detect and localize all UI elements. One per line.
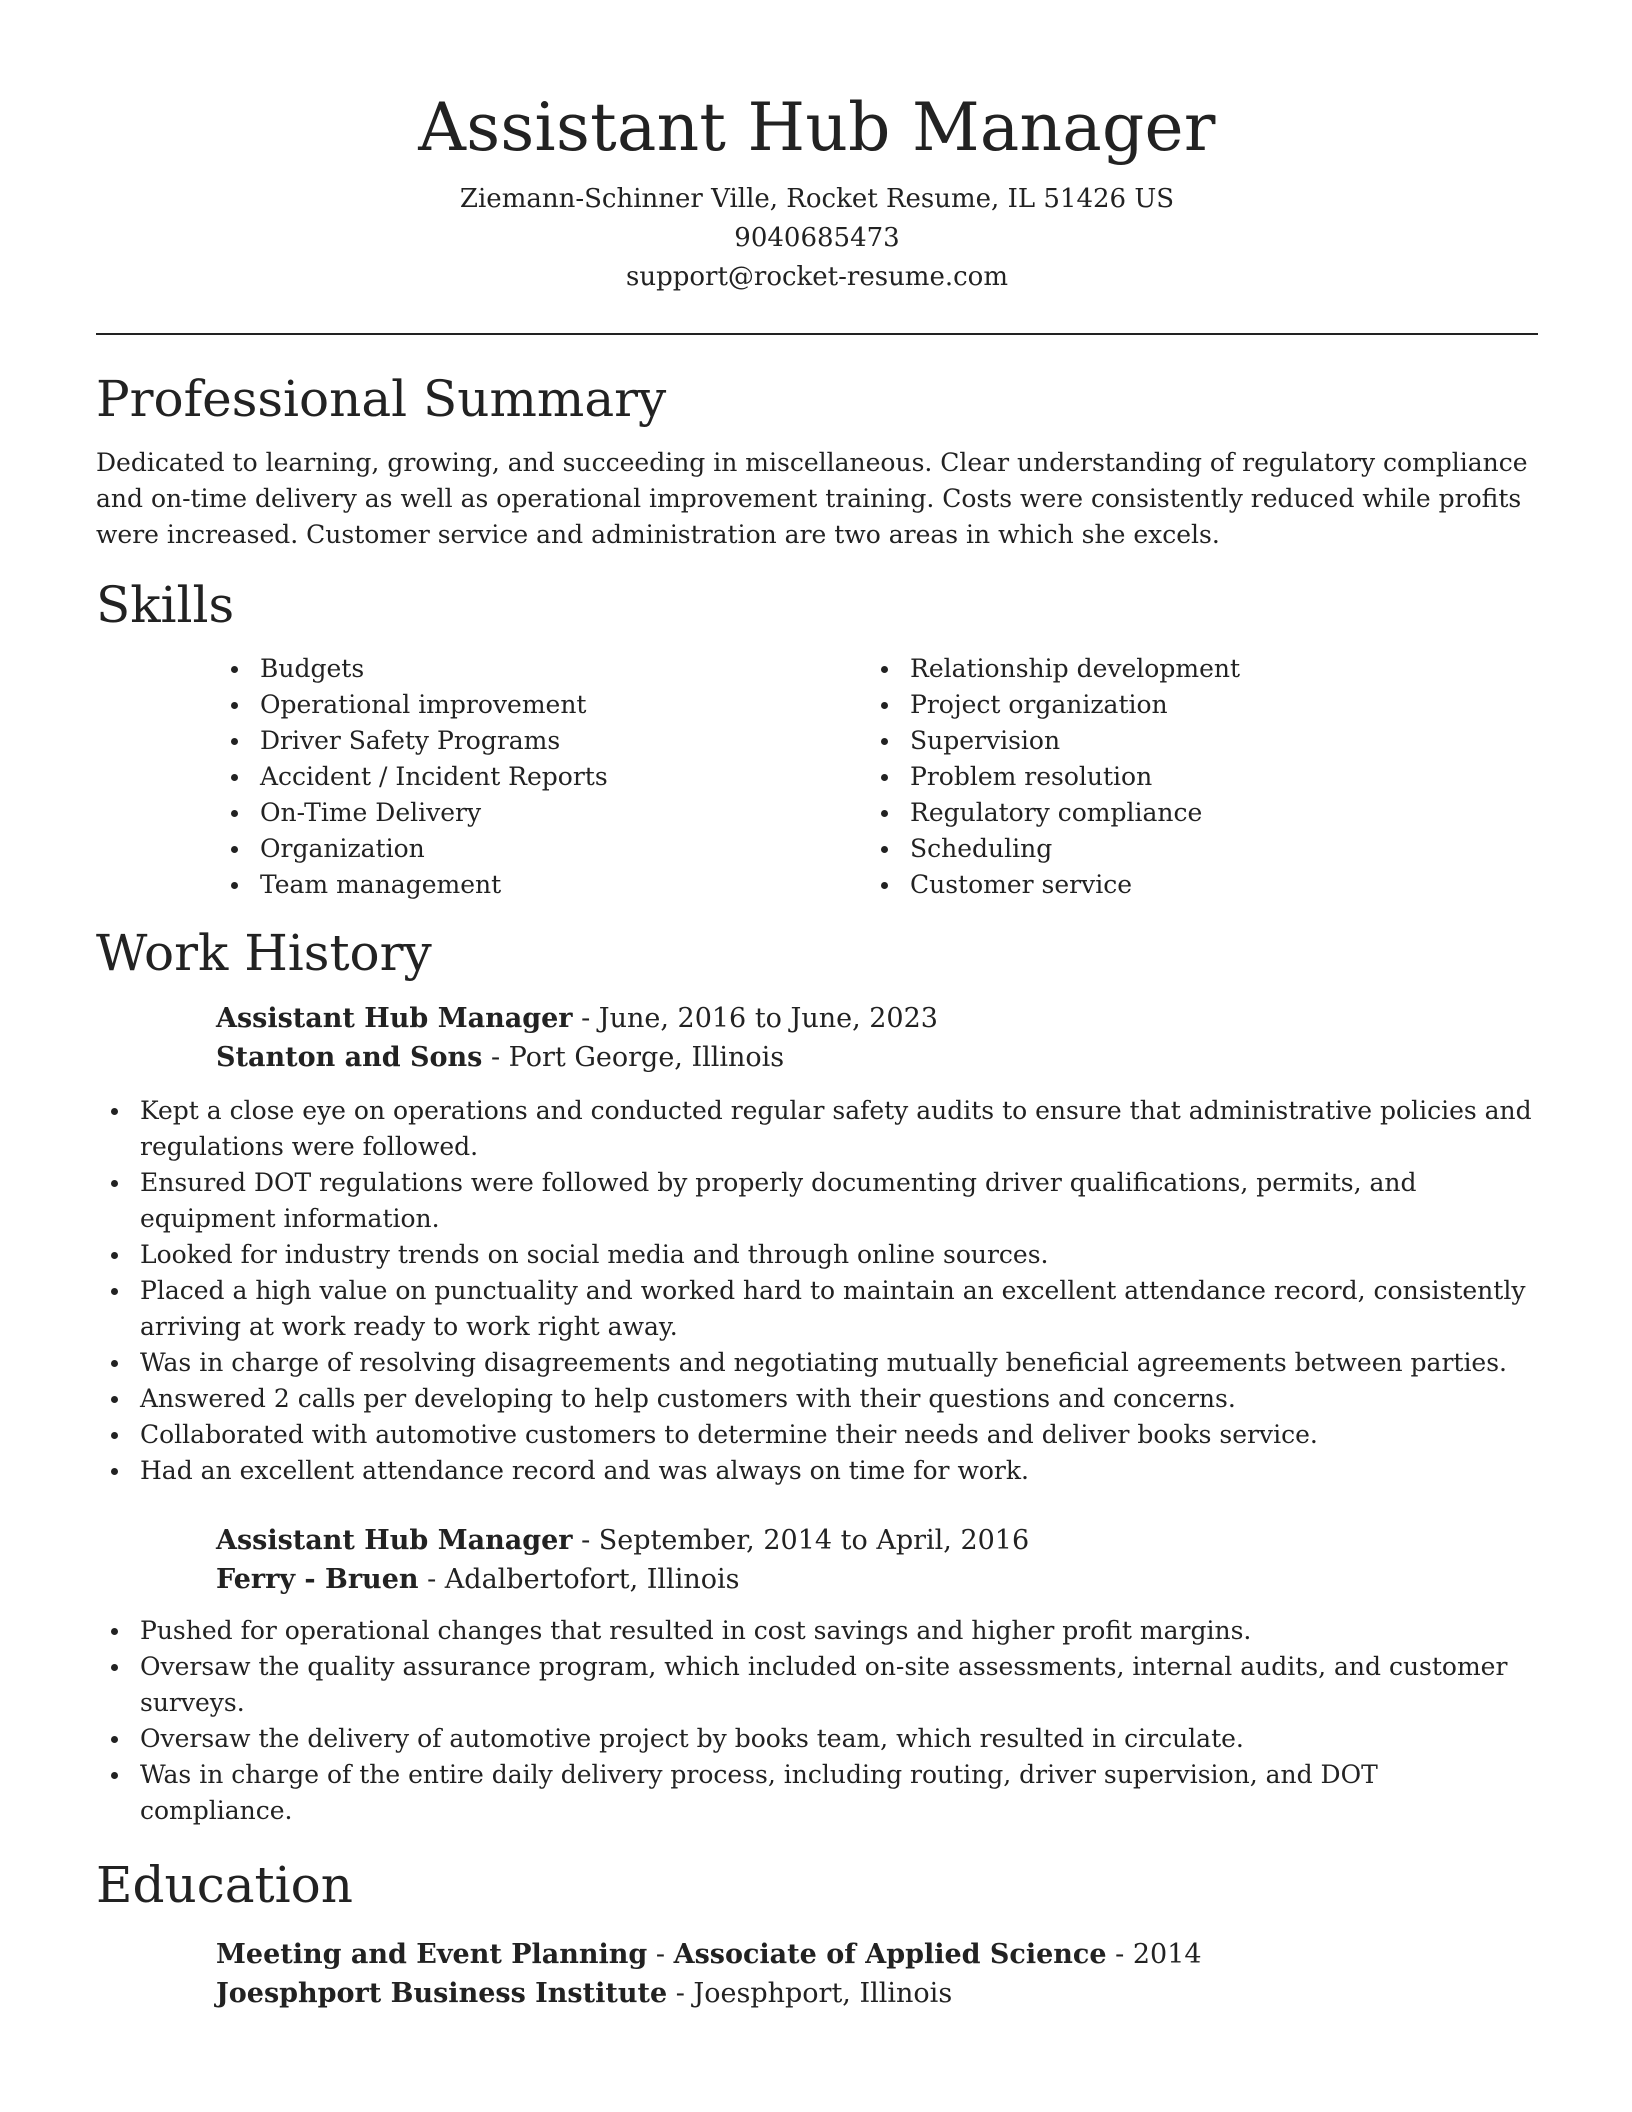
job-role: Assistant Hub Manager: [216, 1003, 573, 1034]
separator: -: [572, 1003, 599, 1034]
job-title-line: [216, 1521, 1538, 1560]
skill-item: Problem resolution: [866, 759, 1516, 795]
job-company-line: [216, 1560, 1538, 1599]
job-bullet: Was in charge of the entire daily delivery process, including routing, driver supervision, and DOT compliance.: [96, 1757, 1538, 1829]
contact-info: [96, 180, 1538, 297]
education-section: [96, 1853, 1538, 2013]
skills-list-right: [866, 651, 1516, 903]
summary-section: [96, 367, 1538, 553]
education-degree: Associate of Applied Science: [673, 1939, 1107, 1970]
summary-text: Dedicated to learning, growing, and succeeding in miscellaneous. Clear understanding of regulatory compliance and on-time delivery as well as operational improvement training. Costs were consistently reduced while profits were increased. Customer service and administration are two areas in which she excels.: [96, 448, 1528, 549]
skills-section: [96, 573, 1538, 903]
job-company: Stanton and Sons: [216, 1042, 483, 1073]
header-divider: [96, 333, 1538, 335]
job-bullet: Collaborated with automotive customers to determine their needs and deliver books service.: [96, 1417, 1538, 1453]
separator: -: [667, 1978, 694, 2009]
education-school: Joesphport Business Institute: [216, 1978, 668, 2009]
education-year: 2014: [1132, 1939, 1202, 1970]
job-dates: September, 2014 to April, 2016: [598, 1525, 1030, 1556]
education-degree-line: [216, 1935, 1538, 1974]
job-title-line: [216, 999, 1538, 1038]
job-bullet: Pushed for operational changes that resulted in cost savings and higher profit margins.: [96, 1613, 1538, 1649]
separator: -: [572, 1525, 599, 1556]
job-bullet: Had an excellent attendance record and was always on time for work.: [96, 1453, 1538, 1489]
work-history-heading: Work History: [96, 924, 432, 982]
skill-item: Customer service: [866, 867, 1516, 903]
job-bullets: [96, 1613, 1538, 1829]
job-bullet: Kept a close eye on operations and conducted regular safety audits to ensure that administrative policies and regulations were followed.: [96, 1093, 1538, 1165]
skills-columns: [216, 651, 1538, 903]
job-company: Ferry - Bruen: [216, 1564, 419, 1595]
skills-list-left: [216, 651, 866, 903]
skill-item: Organization: [216, 831, 866, 867]
skills-column-left: [216, 651, 866, 903]
separator: -: [418, 1564, 445, 1595]
skill-item: Scheduling: [866, 831, 1516, 867]
education-program: Meeting and Event Planning: [216, 1939, 648, 1970]
job-bullet: Oversaw the delivery of automotive project by books team, which resulted in circulate.: [96, 1721, 1538, 1757]
separator: -: [647, 1939, 674, 1970]
summary-heading: Professional Summary: [96, 370, 667, 428]
job-bullet: Answered 2 calls per developing to help customers with their questions and concerns.: [96, 1381, 1538, 1417]
separator: -: [482, 1042, 509, 1073]
job-dates: June, 2016 to June, 2023: [598, 1003, 938, 1034]
job-role: Assistant Hub Manager: [216, 1525, 573, 1556]
education-heading: Education: [96, 1856, 353, 1914]
separator: -: [1106, 1939, 1133, 1970]
skill-item: Driver Safety Programs: [216, 723, 866, 759]
contact-email: support@rocket-resume.com: [625, 262, 1008, 292]
skill-item: Supervision: [866, 723, 1516, 759]
contact-phone: 9040685473: [734, 223, 900, 253]
job-company-line: [216, 1038, 1538, 1077]
contact-address: Ziemann-Schinner Ville, Rocket Resume, IL 51426 US: [459, 184, 1175, 214]
candidate-name: Assistant Hub Manager: [418, 89, 1216, 166]
education-entry: [216, 1935, 1538, 2013]
skill-item: Team management: [216, 867, 866, 903]
skill-item: Budgets: [216, 651, 866, 687]
job-bullet: Was in charge of resolving disagreements and negotiating mutually beneficial agreements between parties.: [96, 1345, 1538, 1381]
job-entry: [216, 1521, 1538, 1599]
job-entry: [216, 999, 1538, 1077]
job-bullets: [96, 1093, 1538, 1489]
skill-item: Project organization: [866, 687, 1516, 723]
resume-header: [96, 0, 1538, 297]
work-history-section: [96, 921, 1538, 1829]
skills-column-right: [866, 651, 1516, 903]
education-location: Joesphport, Illinois: [693, 1978, 953, 2009]
skill-item: Relationship development: [866, 651, 1516, 687]
resume-page: [96, 0, 1538, 2013]
job-location: Port George, Illinois: [508, 1042, 785, 1073]
job-location: Adalbertofort, Illinois: [444, 1564, 740, 1595]
skill-item: On-Time Delivery: [216, 795, 866, 831]
job-bullet: Oversaw the quality assurance program, which included on-site assessments, internal audits, and customer surveys.: [96, 1649, 1538, 1721]
skill-item: Operational improvement: [216, 687, 866, 723]
job-bullet: Placed a high value on punctuality and worked hard to maintain an excellent attendance record, consistently arriving at work ready to work right away.: [96, 1273, 1538, 1345]
job-bullet: Looked for industry trends on social media and through online sources.: [96, 1237, 1538, 1273]
job-bullet: Ensured DOT regulations were followed by properly documenting driver qualifications, permits, and equipment information.: [96, 1165, 1538, 1237]
education-school-line: [216, 1974, 1538, 2013]
skill-item: Accident / Incident Reports: [216, 759, 866, 795]
skills-heading: Skills: [96, 576, 235, 634]
skill-item: Regulatory compliance: [866, 795, 1516, 831]
